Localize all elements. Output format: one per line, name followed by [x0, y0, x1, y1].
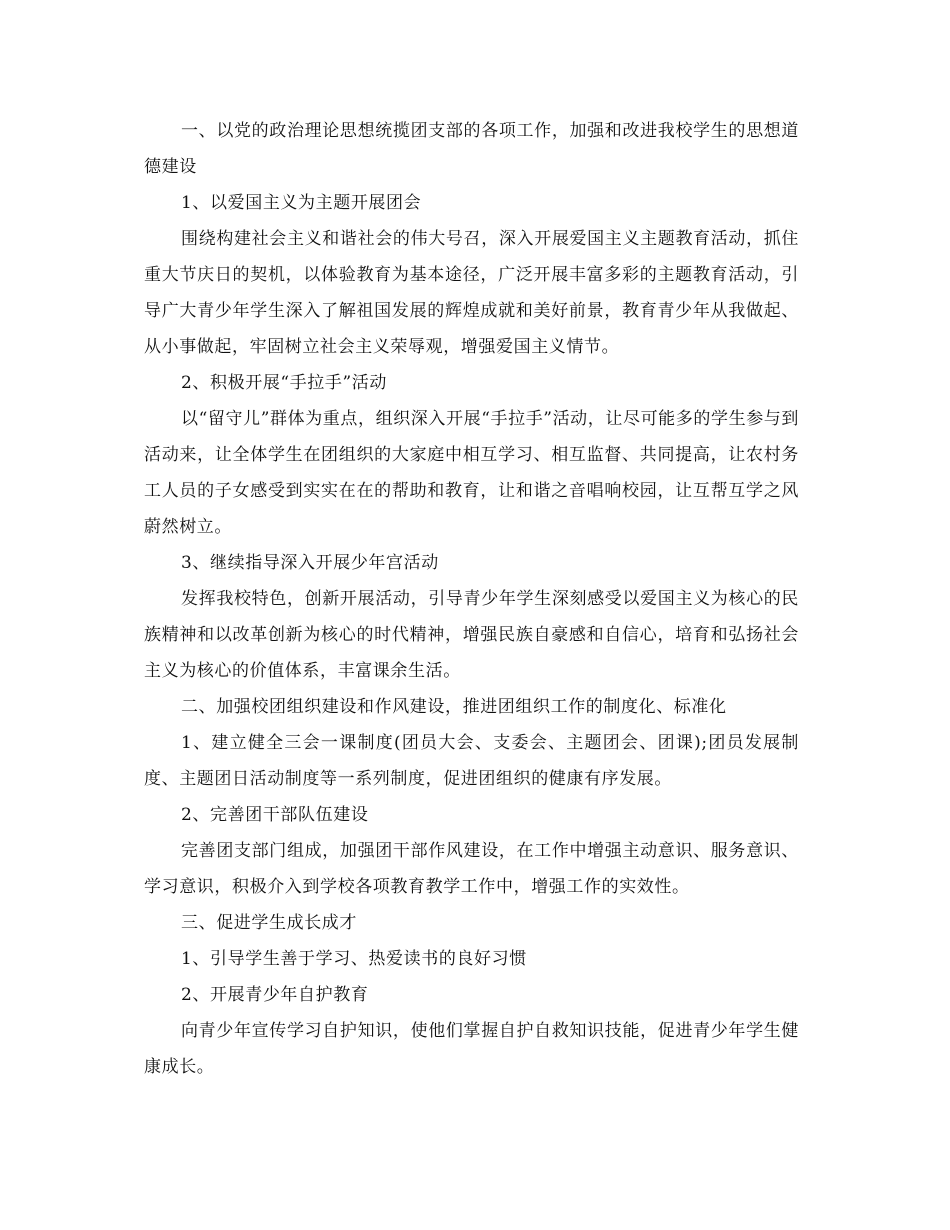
subheading-3-2: 2、开展青少年自护教育: [181, 985, 369, 1005]
subheading-1-2: 2、积极开展“手拉手”活动: [181, 373, 387, 393]
document-body: [144, 113, 799, 1085]
subheading-1-3: 3、继续指导深入开展少年宫活动: [181, 553, 439, 573]
subheading-2-2: 2、完善团干部队伍建设: [181, 805, 369, 825]
paragraph-1-3: 发挥我校特色，创新开展活动，引导青少年学生深刻感受以爱国主义为核心的民族精神和以改革创新为核心的时代精神，增强民族自豪感和自信心，培育和弘扬社会主义为核心的价值体系，丰富课余生活。: [144, 589, 799, 681]
subheading-3-1: 1、引导学生善于学习、热爱读书的良好习惯: [181, 949, 527, 969]
paragraph-1-2: 以“留守儿”群体为重点，组织深入开展“手拉手”活动，让尽可能多的学生参与到活动来，让全体学生在团组织的大家庭中相互学习、相互监督、共同提高，让农村务工人员的子女感受到实实在在的帮助和教育，让和谐之音唱响校园，让互帮互学之风蔚然树立。: [144, 409, 799, 537]
heading-3: 三、促进学生成长成才: [181, 913, 357, 933]
paragraph-2-2: 完善团支部门组成，加强团干部作风建设，在工作中增强主动意识、服务意识、学习意识，积极介入到学校各项教育教学工作中，增强工作的实效性。: [144, 841, 799, 897]
paragraph-1-1: 围绕构建社会主义和谐社会的伟大号召，深入开展爱国主义主题教育活动，抓住重大节庆日的契机，以体验教育为基本途径，广泛开展丰富多彩的主题教育活动，引导广大青少年学生深入了解祖国发展的辉煌成就和美好前景，教育青少年从我做起、从小事做起，牢固树立社会主义荣辱观，增强爱国主义情节。: [144, 229, 799, 357]
subheading-1-1: 1、以爱国主义为主题开展团会: [181, 193, 422, 213]
paragraph-3-2: 向青少年宣传学习自护知识，使他们掌握自护自救知识技能，促进青少年学生健康成长。: [144, 1021, 799, 1077]
paragraph-2-1: 1、建立健全三会一课制度(团员大会、支委会、主题团会、团课);团员发展制度、主题团日活动制度等一系列制度，促进团组织的健康有序发展。: [144, 733, 799, 789]
heading-2: 二、加强校团组织建设和作风建设，推进团组织工作的制度化、标准化: [181, 697, 727, 717]
heading-1: 一、以党的政治理论思想统揽团支部的各项工作，加强和改进我校学生的思想道德建设: [144, 121, 799, 177]
